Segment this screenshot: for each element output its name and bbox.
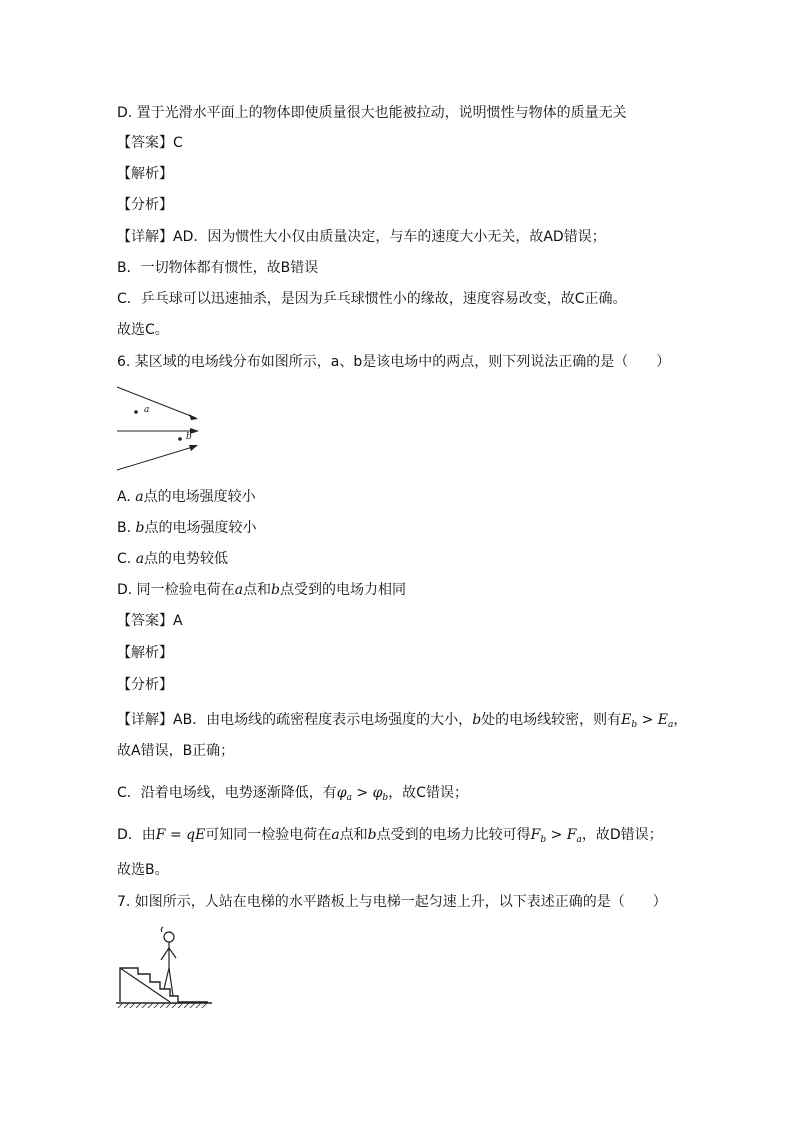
- potential-symbol: φ: [372, 785, 383, 801]
- point-a-dot: [134, 410, 138, 414]
- option-text: 点受到的电场力相同: [280, 582, 407, 598]
- q5-option-d: D. 置于光滑水平面上的物体即使质量很大也能被拉动，说明惯性与物体的质量无关: [117, 105, 627, 121]
- subscript-b: b: [382, 793, 389, 803]
- subscript-b: b: [631, 720, 638, 730]
- option-text: 点的电势较低: [144, 551, 229, 567]
- var-b: b: [367, 827, 377, 843]
- field-line-bottom: [117, 446, 196, 470]
- detail-text: C．沿着电场线，电势逐渐降低，有: [117, 785, 337, 801]
- q6-detail-d: [117, 825, 663, 850]
- option-text: 点的电场强度较小: [144, 520, 257, 536]
- answer-tag: 【答案】: [117, 613, 173, 629]
- detail-tag: 【详解】: [117, 712, 173, 728]
- answer-tag: 【答案】: [117, 135, 173, 151]
- escalator-figure: [114, 926, 214, 1012]
- detail-text: 可知同一检验电荷在: [205, 827, 332, 843]
- option-prefix: B.: [117, 520, 136, 536]
- subscript-a: a: [668, 720, 674, 730]
- subscript-b: b: [540, 835, 547, 845]
- q6-conclusion: 故选B。: [117, 862, 169, 878]
- arrow-head-bottom: [189, 445, 198, 451]
- detail-text: 点和: [339, 827, 368, 843]
- q5-detail-b: B．一切物体都有惯性，故B错误: [117, 260, 319, 276]
- formula-f-qe: F = qE: [155, 827, 206, 843]
- q6-analysis-tag: 【解析】: [117, 645, 173, 661]
- var-a: a: [234, 582, 244, 598]
- var-a: a: [135, 489, 144, 505]
- electric-field-figure: [114, 384, 204, 474]
- point-b-dot: [178, 437, 182, 441]
- q5-fenxi-tag: 【分析】: [117, 197, 173, 213]
- point-b-label: b: [186, 432, 192, 442]
- detail-text: 点受到的电场力比较可得: [376, 827, 531, 843]
- q5-detail-c: C．乒乓球可以迅速抽杀，是因为乒乓球惯性小的缘故，速度容易改变，故C正确。: [117, 291, 627, 307]
- point-a-label: a: [144, 405, 150, 415]
- q6-answer: [117, 611, 183, 631]
- detail-text: 处的电场线较密，则有: [481, 712, 622, 728]
- option-prefix: D. 同一检验电荷在: [117, 582, 235, 598]
- greater-than: >: [351, 785, 373, 801]
- punctuation: ，: [673, 712, 688, 728]
- subscript-a: a: [576, 835, 582, 845]
- person-figure: [161, 927, 176, 996]
- field-strength-symbol: E: [657, 712, 669, 728]
- q6-stem: 6. 某区域的电场线分布如图所示，a、b是该电场中的两点，则下列说法正确的是（ ）: [117, 354, 671, 370]
- escalator-incline: [120, 968, 170, 1002]
- detail-text: D．由: [117, 827, 156, 843]
- force-symbol: F: [566, 827, 577, 843]
- greater-than: >: [637, 712, 658, 728]
- greater-than: >: [546, 827, 567, 843]
- var-b: b: [472, 712, 482, 728]
- potential-symbol: φ: [336, 785, 347, 801]
- q6-detail-ab: [117, 710, 687, 735]
- field-line-top: [117, 387, 196, 418]
- detail-tag: 【详解】: [117, 229, 173, 245]
- q6-detail-ab-line2: 故A错误，B正确；: [117, 743, 235, 759]
- q5-detail-ad: [117, 227, 606, 247]
- q6-fenxi-tag: 【分析】: [117, 677, 173, 693]
- detail-text: AD．因为惯性大小仅由质量决定，与车的速度大小无关，故AD错误；: [173, 229, 606, 245]
- q5-conclusion: 故选C。: [117, 322, 169, 338]
- detail-text: ，故D错误；: [581, 827, 663, 843]
- field-strength-symbol: E: [621, 712, 632, 728]
- var-b: b: [271, 582, 281, 598]
- q6-option-d: [117, 580, 406, 600]
- detail-text: AB．由电场线的疏密程度表示电场强度的大小，: [173, 712, 473, 728]
- ground-hatching: [118, 1003, 207, 1008]
- subscript-a: a: [346, 793, 352, 803]
- q6-option-a: [117, 487, 256, 507]
- answer-value: C: [173, 135, 183, 151]
- option-prefix: C.: [117, 551, 136, 567]
- var-a: a: [135, 551, 145, 567]
- escalator-steps: [120, 968, 208, 1002]
- q5-analysis-tag: 【解析】: [117, 166, 173, 182]
- option-prefix: A.: [117, 489, 136, 505]
- q5-answer: [117, 133, 183, 153]
- var-a: a: [331, 827, 340, 843]
- q6-option-b: [117, 518, 256, 538]
- answer-value: A: [173, 613, 183, 629]
- q6-detail-c: [117, 783, 468, 808]
- arrow-head-top: [189, 414, 198, 420]
- force-symbol: F: [530, 827, 541, 843]
- q7-stem: 7. 如图所示，人站在电梯的水平踏板上与电梯一起匀速上升，以下表述正确的是（ ）: [117, 894, 667, 910]
- var-b: b: [135, 520, 145, 536]
- detail-text: ，故C错误；: [388, 785, 468, 801]
- option-text: 点和: [243, 582, 272, 598]
- option-text: 点的电场强度较小: [143, 489, 256, 505]
- q6-option-c: [117, 549, 228, 569]
